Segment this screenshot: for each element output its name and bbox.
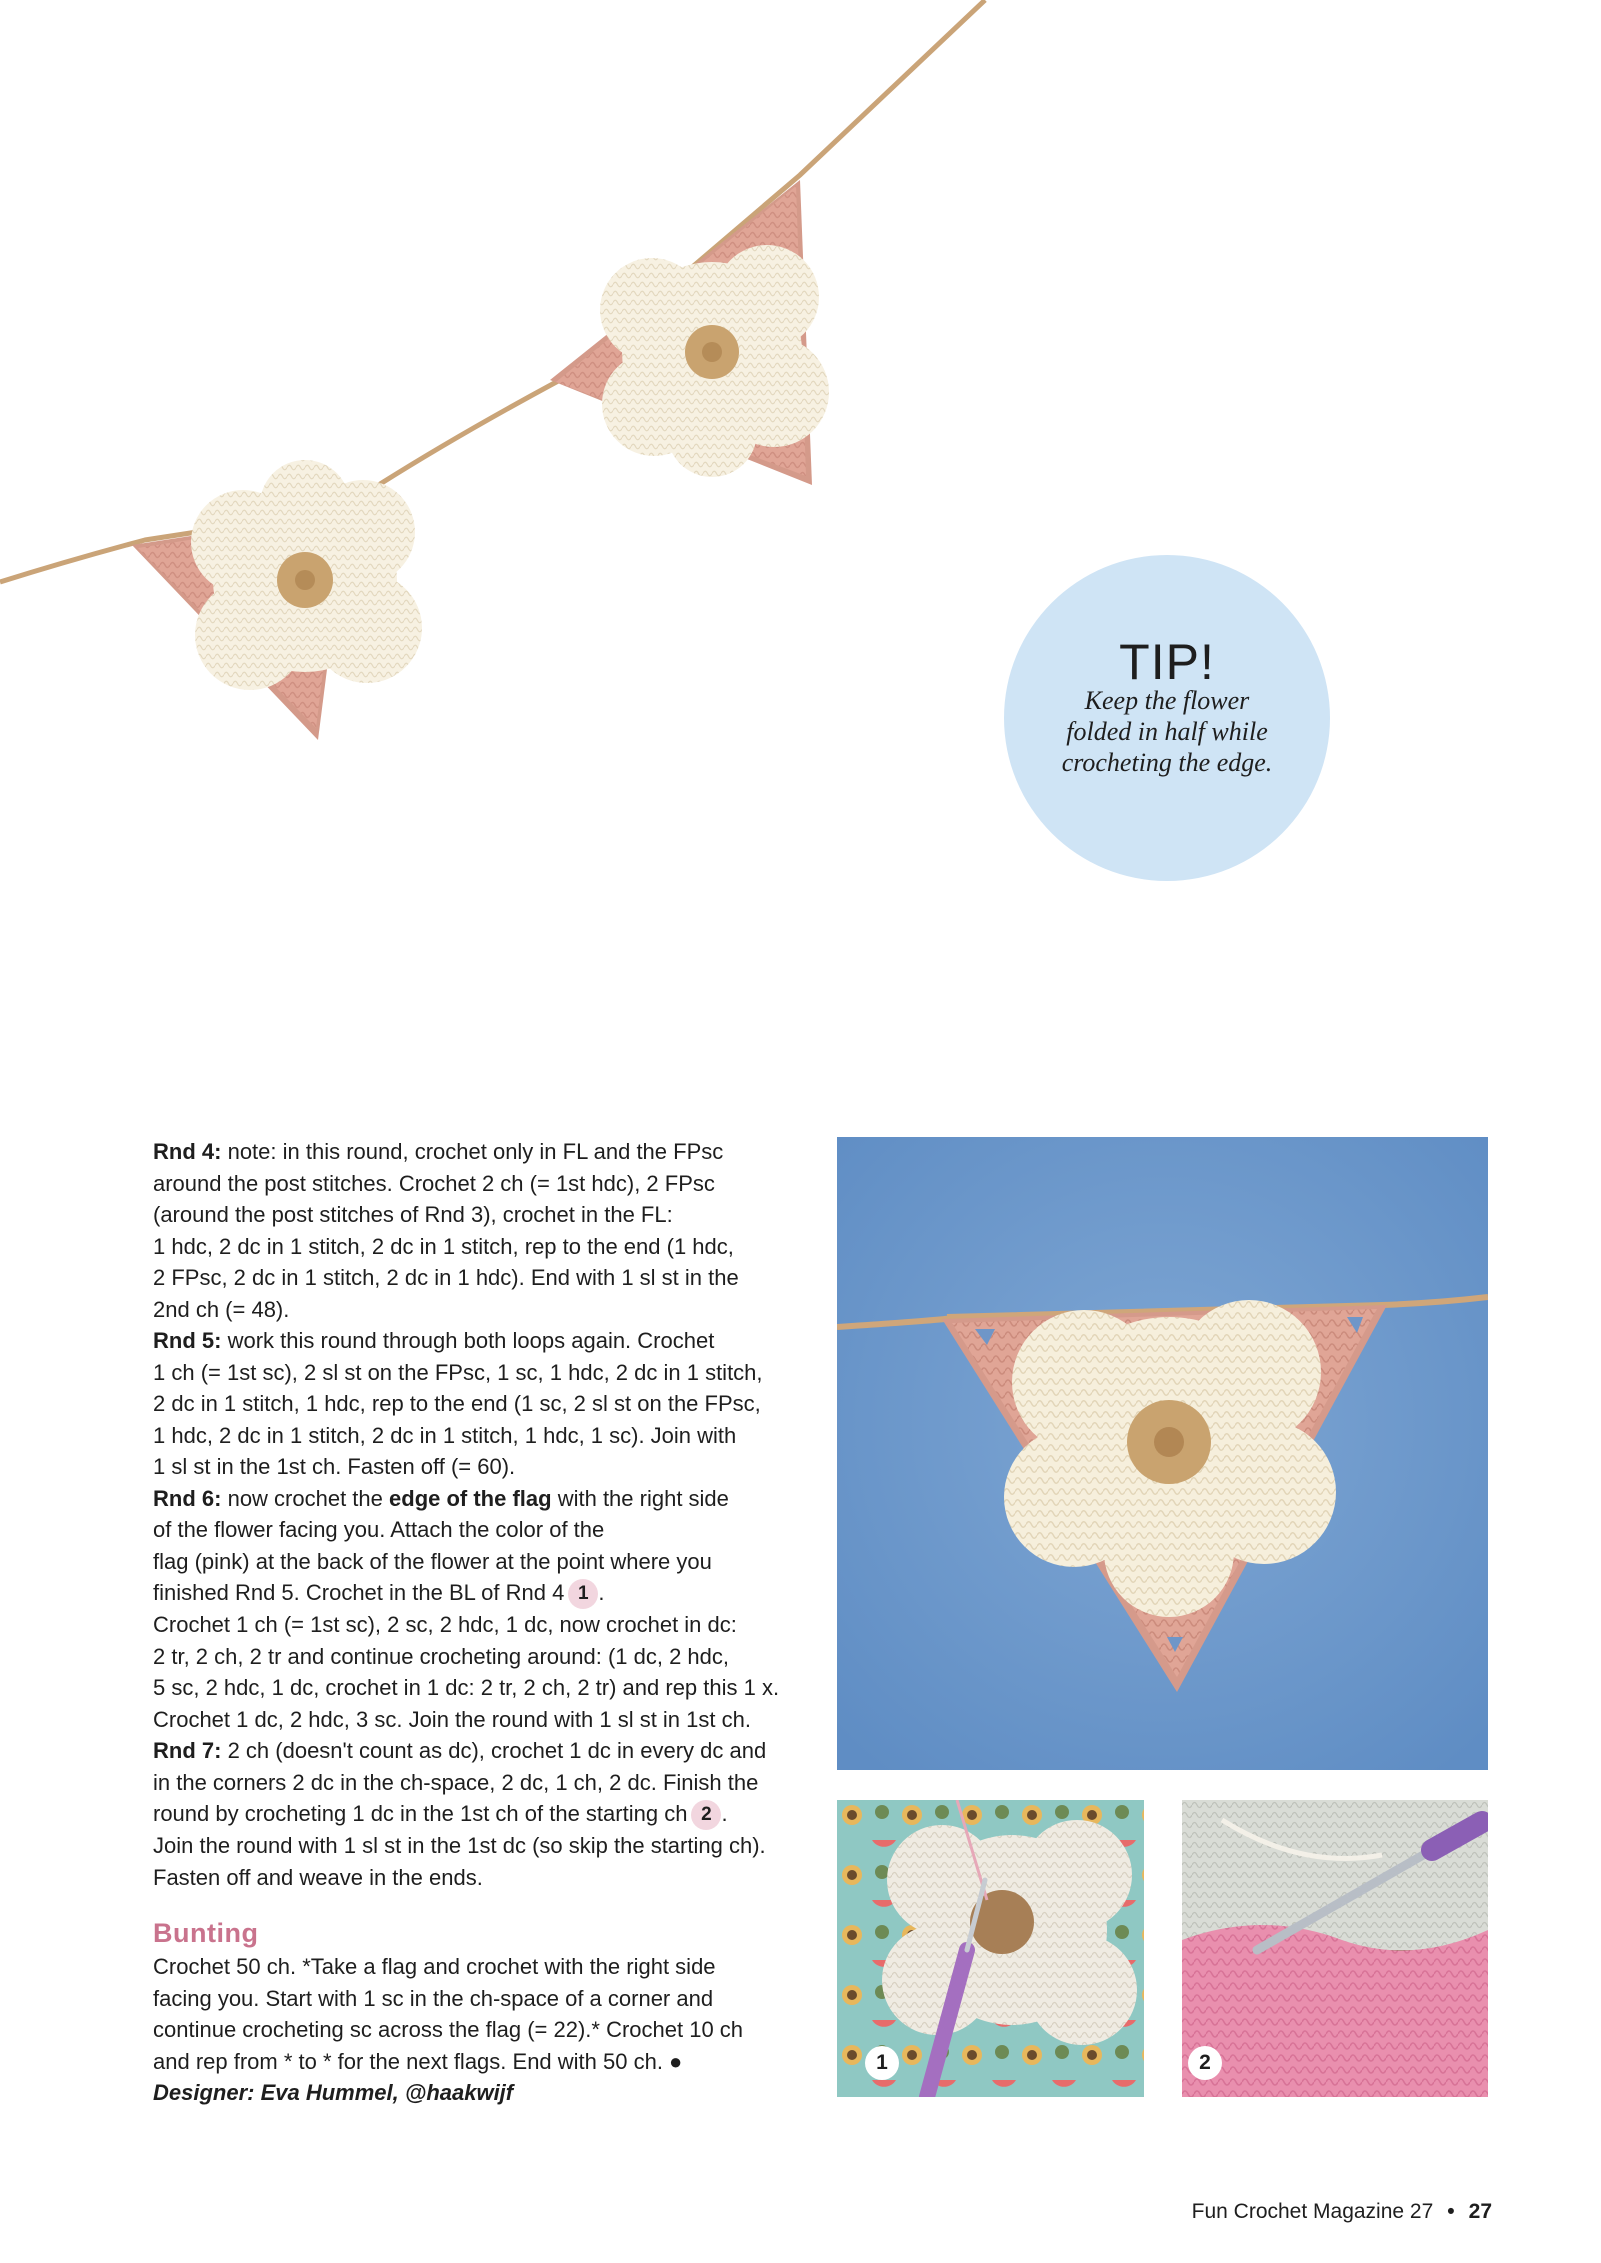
text-run: now crochet the (227, 1485, 383, 1511)
twine (0, 0, 985, 582)
text-line: flag (pink) at the back of the flower at the point where you (153, 1548, 712, 1574)
text-line: work this round through both loops again. Crochet (227, 1328, 715, 1353)
tip-line: folded in half while (1066, 717, 1268, 746)
step-badge: 2 (691, 1800, 721, 1830)
rnd7-paragraph: Rnd 7: 2 ch (doesn't count as dc), crochet 1 dc in every dc and in the corners 2 dc in the ch-space, 2 dc, 1 ch, 2 dc. Finish the round by crocheting 1 dc in the 1st ch of the starting ch 2 . Join the round with 1 sl st in the 1st dc (so skip the starting ch). Fasten off and weave in the ends. (153, 1738, 767, 1890)
text-line: 1 ch (= 1st sc), 2 sl st on the FPsc, 1 sc, 1 hdc, 2 dc in 1 stitch, (153, 1359, 763, 1385)
bunting-flag-left (132, 460, 422, 740)
tip-line: crocheting the edge. (1061, 748, 1273, 777)
text-line: Fasten off and weave in the ends. (153, 1864, 483, 1890)
text-line: round by crocheting 1 dc in the 1st ch of the starting ch (153, 1801, 688, 1826)
bunting-photo (0, 0, 1000, 740)
flower-left (191, 460, 422, 690)
text-run: with the right side (557, 1485, 729, 1511)
text-line: of the flower facing you. Attach the color of the (153, 1517, 605, 1542)
flag-photo (837, 1137, 1488, 1770)
rnd6-label: Rnd 6: (153, 1485, 222, 1511)
text-line: note: in this round, crochet only in FL and the FPsc (227, 1139, 724, 1164)
text-line: 1 sl st in the 1st ch. Fasten off (= 60). (153, 1454, 516, 1479)
rnd6-paragraph: Rnd 6: now crochet the edge of the flag with the right side of the flower facing you. Attach the color of the flag (pink) at the back of the flower at the point where you finished Rnd 5. Crochet in the BL of Rnd 4 1 . Crochet 1 ch (= 1st sc), 2 sc, 2 hdc, 1 dc, now crochet in dc: 2 tr, 2 ch, 2 tr and continue crocheting around: (1 dc, 2 hdc, 5 sc, 2 hdc, 1 dc, crochet in 1 dc: 2 tr, 2 ch, 2 tr) and rep this 1 x. Crochet 1 dc, 2 hdc, 3 sc. Join the round with 1 sl st in 1st ch. (153, 1485, 780, 1732)
text-line: 2 FPsc, 2 dc in 1 stitch, 2 dc in 1 hdc). End with 1 sl st in the (153, 1265, 739, 1290)
tip-line: Keep the flower (1084, 686, 1250, 715)
rnd4-paragraph (153, 1136, 813, 1325)
step-photo-2 (1182, 1800, 1488, 2097)
photo-badge-2: 2 (1188, 2046, 1222, 2080)
rnd7-label: Rnd 7: (153, 1738, 222, 1763)
rnd5-label: Rnd 5: (153, 1328, 222, 1353)
bunting-flag-right (550, 180, 829, 485)
tip-bubble (1004, 555, 1330, 881)
bunting-heading: Bunting (153, 1918, 259, 1948)
text-line: 5 sc, 2 hdc, 1 dc, crochet in 1 dc: 2 tr, 2 ch, 2 tr) and rep this 1 x. (153, 1675, 780, 1700)
text-line: 2nd ch (= 48). (153, 1296, 290, 1322)
text-line: around the post stitches. Crochet 2 ch (= 1st hdc), 2 FPsc (153, 1170, 715, 1196)
step-badge: 1 (568, 1579, 598, 1609)
text-line: 1 hdc, 2 dc in 1 stitch, 2 dc in 1 stitch, rep to the end (1 hdc, (153, 1233, 734, 1259)
bold-phrase: edge of the flag (389, 1485, 552, 1511)
magazine-name: Fun Crochet Magazine 27 (1191, 2200, 1434, 2223)
text-line: Join the round with 1 sl st in the 1st dc (so skip the starting ch). (153, 1833, 766, 1858)
text-line: 1 hdc, 2 dc in 1 stitch, 2 dc in 1 stitch, 1 hdc, 1 sc). Join with (153, 1422, 737, 1448)
text-line: facing you. Start with 1 sc in the ch-space of a corner and (153, 1985, 714, 2011)
page-number: 27 (1468, 2200, 1492, 2223)
rnd5-paragraph (153, 1325, 813, 1483)
tip-title: TIP! (1119, 634, 1215, 690)
step-photo-1 (837, 1800, 1144, 2097)
text-line: Crochet 50 ch. *Take a flag and crochet with the right side (153, 1954, 716, 1979)
photo-badge-1: 1 (865, 2046, 899, 2080)
footer-separator: • (1447, 2200, 1455, 2223)
text-line: 2 dc in 1 stitch, 1 hdc, rep to the end (1 sc, 2 sl st on the FPsc, (153, 1391, 761, 1416)
flower-right (600, 245, 829, 477)
tip-text (1044, 685, 1290, 778)
bunting-paragraph (153, 1951, 813, 2109)
pattern-instructions (153, 1136, 813, 2109)
text-line: Crochet 1 ch (= 1st sc), 2 sc, 2 hdc, 1 dc, now crochet in dc: (153, 1612, 737, 1637)
text-line: in the corners 2 dc in the ch-space, 2 dc, 1 ch, 2 dc. Finish the (153, 1769, 759, 1795)
text-line: (around the post stitches of Rnd 3), crochet in the FL: (153, 1202, 673, 1227)
designer-credit: Designer: Eva Hummel, @haakwijf (153, 2080, 514, 2105)
text-line: finished Rnd 5. Crochet in the BL of Rnd 4 (153, 1580, 565, 1605)
text-line: and rep from * to * for the next flags. End with 50 ch. ● (153, 2048, 683, 2074)
text-line: 2 tr, 2 ch, 2 tr and continue crocheting around: (1 dc, 2 hdc, (153, 1643, 730, 1669)
text-line: continue crocheting sc across the flag (= 22).* Crochet 10 ch (153, 2017, 744, 2042)
rnd4-label: Rnd 4: (153, 1139, 222, 1164)
text-line: Crochet 1 dc, 2 hdc, 3 sc. Join the round with 1 sl st in 1st ch. (153, 1706, 751, 1732)
text-line: 2 ch (doesn't count as dc), crochet 1 dc in every dc and (227, 1738, 767, 1763)
step-photo-2-image (1182, 1800, 1488, 2097)
page-footer (1000, 2200, 1492, 2224)
